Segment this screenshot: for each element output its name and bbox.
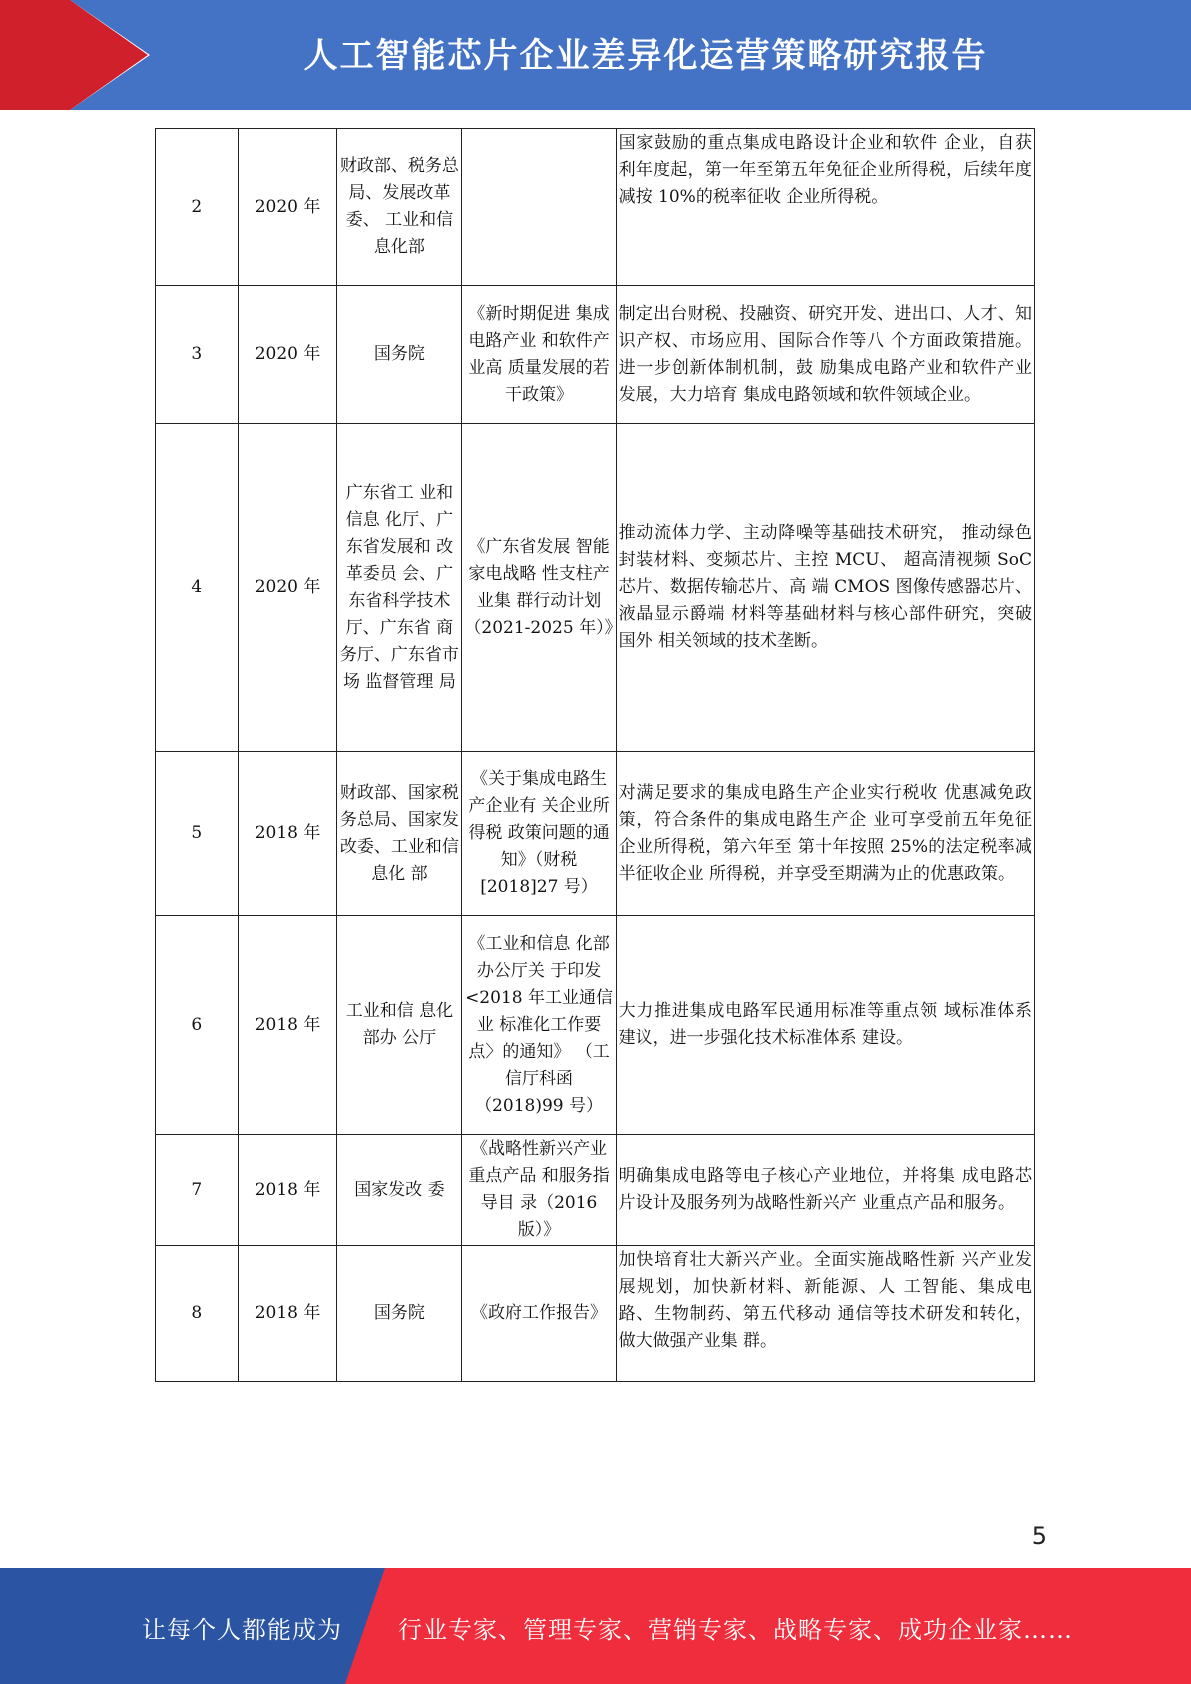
row-document: 《工业和信息 化部办公厅关 于印发<2018 年工业通信业 标准化工作要 点〉的通知》 （工信厅科函 （2018)99 号） xyxy=(462,916,616,1135)
table-row xyxy=(156,129,1035,286)
report-title: 人工智能芯片企业差异化运营策略研究报告 xyxy=(303,36,988,76)
row-department: 财政部、国家税务总局、国家发改委、工业和信息化 部 xyxy=(337,752,462,916)
page-number: 5 xyxy=(1031,1522,1047,1550)
footer-blue-slant xyxy=(345,1568,385,1684)
row-department: 工业和信 息化部办 公厅 xyxy=(337,916,462,1135)
row-content: 加快培育壮大新兴产业。全面实施战略性新 兴产业发展规划，加快新材料、新能源、人 工智能、集成电路、生物制药、第五代移动 通信等技术研发和转化，做大做强产业集 群。 xyxy=(616,1246,1034,1382)
row-department: 广东省工 业和信息 化厅、广东省发展和 改革委员 会、广东省科学技术 厅、广东省 商务厅、广东省市场 监督管理 局 xyxy=(337,424,462,752)
row-number: 7 xyxy=(156,1135,239,1246)
row-document: 《战略性新兴产业重点产品 和服务指导目 录（2016 版）》 xyxy=(462,1135,616,1246)
policy-table xyxy=(155,128,1035,1382)
row-document: 《新时期促进 集成电路产业 和软件产业高 质量发展的若 干政策》 xyxy=(462,286,616,424)
row-document xyxy=(462,129,616,286)
footer-slogan-left: 让每个人都能成为 xyxy=(142,1616,342,1644)
header-red-block xyxy=(0,0,70,110)
row-number: 2 xyxy=(156,129,239,286)
row-department: 国家发改 委 xyxy=(337,1135,462,1246)
table-row xyxy=(156,752,1035,916)
row-year: 2018 年 xyxy=(238,752,337,916)
row-year: 2020 年 xyxy=(238,286,337,424)
table-row xyxy=(156,1246,1035,1382)
table-row xyxy=(156,1135,1035,1246)
row-department: 财政部、税务总局、发展改革委、 工业和信 息化部 xyxy=(337,129,462,286)
table-row xyxy=(156,916,1035,1135)
row-year: 2018 年 xyxy=(238,1246,337,1382)
row-content: 明确集成电路等电子核心产业地位，并将集 成电路芯片设计及服务列为战略性新兴产 业重点产品和服务。 xyxy=(616,1135,1034,1246)
row-document: 《关于集成电路生产企业有 关企业所得税 政策问题的通 知》（财税[2018]27 号） xyxy=(462,752,616,916)
table-row xyxy=(156,286,1035,424)
row-department: 国务院 xyxy=(337,286,462,424)
footer-slogan-right: 行业专家、管理专家、营销专家、战略专家、成功企业家…… xyxy=(398,1616,1073,1644)
row-document: 《广东省发展 智能家电战略 性支柱产业集 群行动计划（2021-2025 年）》 xyxy=(462,424,616,752)
row-content: 大力推进集成电路军民通用标准等重点领 域标准体系建议，进一步强化技术标准体系 建设。 xyxy=(616,916,1034,1135)
row-content: 国家鼓励的重点集成电路设计企业和软件 企业，自获利年度起，第一年至第五年免征企业所得税，后续年度减按 10%的税率征收 企业所得税。 xyxy=(616,129,1034,286)
row-department: 国务院 xyxy=(337,1246,462,1382)
row-number: 8 xyxy=(156,1246,239,1382)
row-year: 2020 年 xyxy=(238,129,337,286)
table-row xyxy=(156,424,1035,752)
row-number: 4 xyxy=(156,424,239,752)
row-year: 2020 年 xyxy=(238,424,337,752)
row-year: 2018 年 xyxy=(238,916,337,1135)
row-number: 3 xyxy=(156,286,239,424)
row-content: 制定出台财税、投融资、研究开发、进出口、人才、知识产权、市场应用、国际合作等八 个方面政策措施。进一步创新体制机制，鼓 励集成电路产业和软件产业发展，大力培育 集成电路领域和软件领域企业。 xyxy=(616,286,1034,424)
page-footer-banner xyxy=(0,1568,1191,1684)
row-year: 2018 年 xyxy=(238,1135,337,1246)
row-content: 推动流体力学、主动降噪等基础技术研究， 推动绿色封装材料、变频芯片、主控 MCU、 超高清视频 SoC 芯片、数据传输芯片、高 端 CMOS 图像传感器芯片、液晶显示爵端 材料等基础材料与核心部件研究，突破国外 相关领域的技术垄断。 xyxy=(616,424,1034,752)
page-header-banner xyxy=(0,0,1191,110)
row-number: 6 xyxy=(156,916,239,1135)
row-number: 5 xyxy=(156,752,239,916)
row-content: 对满足要求的集成电路生产企业实行税收 优惠减免政策，符合条件的集成电路生产企 业可享受前五年免征企业所得税，第六年至 第十年按照 25%的法定税率减半征收企业 所得税，并享受至期满为止的优惠政策。 xyxy=(616,752,1034,916)
row-document: 《政府工作报告》 xyxy=(462,1246,616,1382)
header-red-arrow xyxy=(70,0,148,110)
